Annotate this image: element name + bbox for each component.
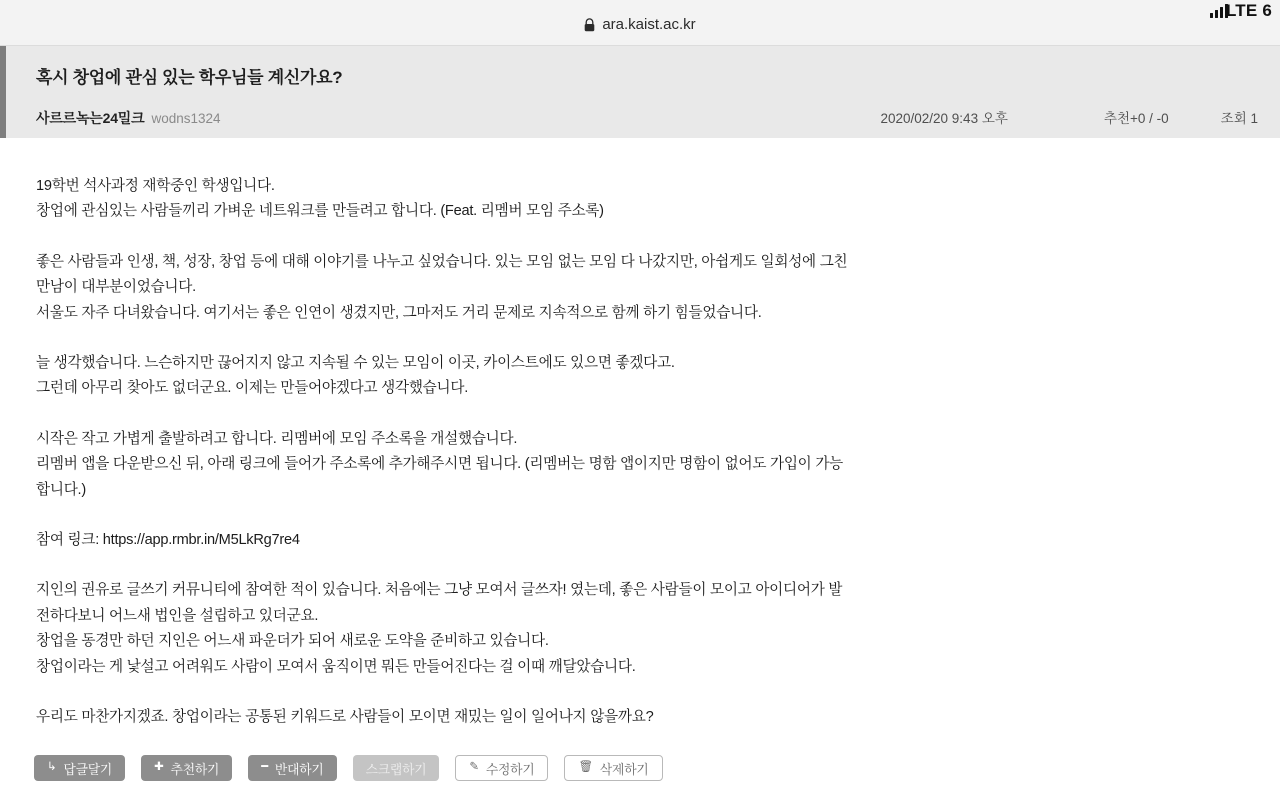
plus-icon: ✚ (154, 761, 164, 774)
delete-button[interactable] (564, 755, 662, 781)
post-paragraph: 창업에 관심있는 사람들끼리 가벼운 네트워크를 만들려고 합니다. (Feat. 리멤버 모임 주소록) (36, 203, 604, 220)
post-author-id: wodns1324 (151, 111, 221, 126)
post-paragraph-spacer (36, 680, 850, 705)
post-paragraph: 19학번 석사과정 재학중인 학생입니다. (36, 178, 275, 194)
trash-icon: 🗑 (578, 761, 593, 774)
post-paragraph: 지인의 권유로 글쓰기 커뮤니티에 참여한 적이 있습니다. 처음에는 그냥 모여서 글쓰자! 였는데, 좋은 사람들이 모이고 아이디어가 발전하다보니 어느새 법인을 설립하고 있더군요. (36, 582, 843, 624)
post-paragraph: 리멤버 앱을 다운받으신 뒤, 아래 링크에 들어가 주소록에 추가해주시면 됩니다. (리멤버는 명함 앱이지만 명함이 없어도 가입이 가능합니다.) (36, 456, 844, 498)
carrier-label: LTE 6 (1225, 1, 1272, 20)
scrap-button-label: 스크랩하기 (365, 761, 427, 777)
post-paragraph: 우리도 마찬가지겠죠. 창업이라는 공통된 키워드로 사람들이 모이면 재밌는 일이 일어나지 않을까요? (36, 709, 654, 726)
address-bar[interactable] (0, 16, 1280, 33)
post-action-bar (34, 755, 663, 781)
post-paragraph: 그런데 아무리 찾아도 없더군요. 이제는 만들어야겠다고 생각했습니다. (36, 380, 469, 397)
minus-icon: ━ (261, 761, 268, 774)
post-paragraph-spacer (36, 225, 850, 250)
post-date: 2020/02/20 9:43 오후 (880, 111, 1008, 126)
post-paragraph-spacer (36, 553, 850, 578)
scrap-button[interactable] (353, 755, 440, 781)
post-view-count: 조회 1 (1220, 111, 1258, 126)
post-paragraph: 좋은 사람들과 인생, 책, 성장, 창업 등에 대해 이야기를 나누고 싶었습니다. 있는 모임 없는 모임 다 나갔지만, 아쉽게도 일회성에 그친 만남이 대부분이었습니다. (36, 253, 848, 296)
post-paragraph: 창업을 동경만 하던 지인은 어느새 파운더가 되어 새로운 도약을 준비하고 있습니다. (36, 633, 549, 650)
downvote-button[interactable] (248, 755, 336, 781)
post-paragraph: 서울도 자주 다녀왔습니다. 여기서는 좋은 인연이 생겼지만, 그마저도 거리 문제로 지속적으로 함께 하기 힘들었습니다. (36, 304, 762, 321)
post-join-link[interactable]: 참여 링크: https://app.rmbr.in/M5LkRg7re4 (36, 532, 300, 549)
upvote-button-label: 추천하기 (170, 761, 220, 777)
pencil-icon: ✎ (469, 761, 479, 774)
address-bar-url: ara.kaist.ac.kr (602, 16, 696, 33)
post-meta (36, 107, 1258, 128)
post-header (0, 46, 1280, 138)
lock-icon (584, 18, 595, 32)
upvote-button[interactable] (141, 755, 232, 781)
delete-button-label: 삭제하기 (599, 761, 649, 777)
post-author[interactable]: 사르르녹는24밀크 (36, 110, 145, 126)
post-paragraph-spacer (36, 326, 850, 351)
post-paragraph-spacer (36, 503, 850, 528)
downvote-button-label: 반대하기 (274, 761, 324, 777)
post-body (0, 138, 880, 731)
post-paragraph-spacer (36, 402, 850, 427)
reply-button-label: 답글달기 (63, 761, 113, 777)
post-vote-count: 추천+0 / -0 (1103, 111, 1169, 126)
page-title: 혹시 창업에 관심 있는 학우님들 계신가요? (36, 68, 343, 87)
browser-status-bar (0, 0, 1280, 46)
post-paragraph: 창업이라는 게 낯설고 어려워도 사람이 모여서 움직이면 뭐든 만들어진다는 걸 이때 깨달았습니다. (36, 658, 636, 675)
reply-button[interactable] (34, 755, 125, 781)
edit-button[interactable] (455, 755, 548, 781)
reply-arrow-icon: ↳ (47, 761, 57, 774)
post-paragraph: 늘 생각했습니다. 느슨하지만 끊어지지 않고 지속될 수 있는 모임이 이곳, 카이스트에도 있으면 좋겠다고. (36, 355, 675, 372)
edit-button-label: 수정하기 (485, 761, 535, 777)
post-paragraph: 시작은 작고 가볍게 출발하려고 합니다. 리멤버에 모임 주소록을 개설했습니다. (36, 430, 518, 447)
